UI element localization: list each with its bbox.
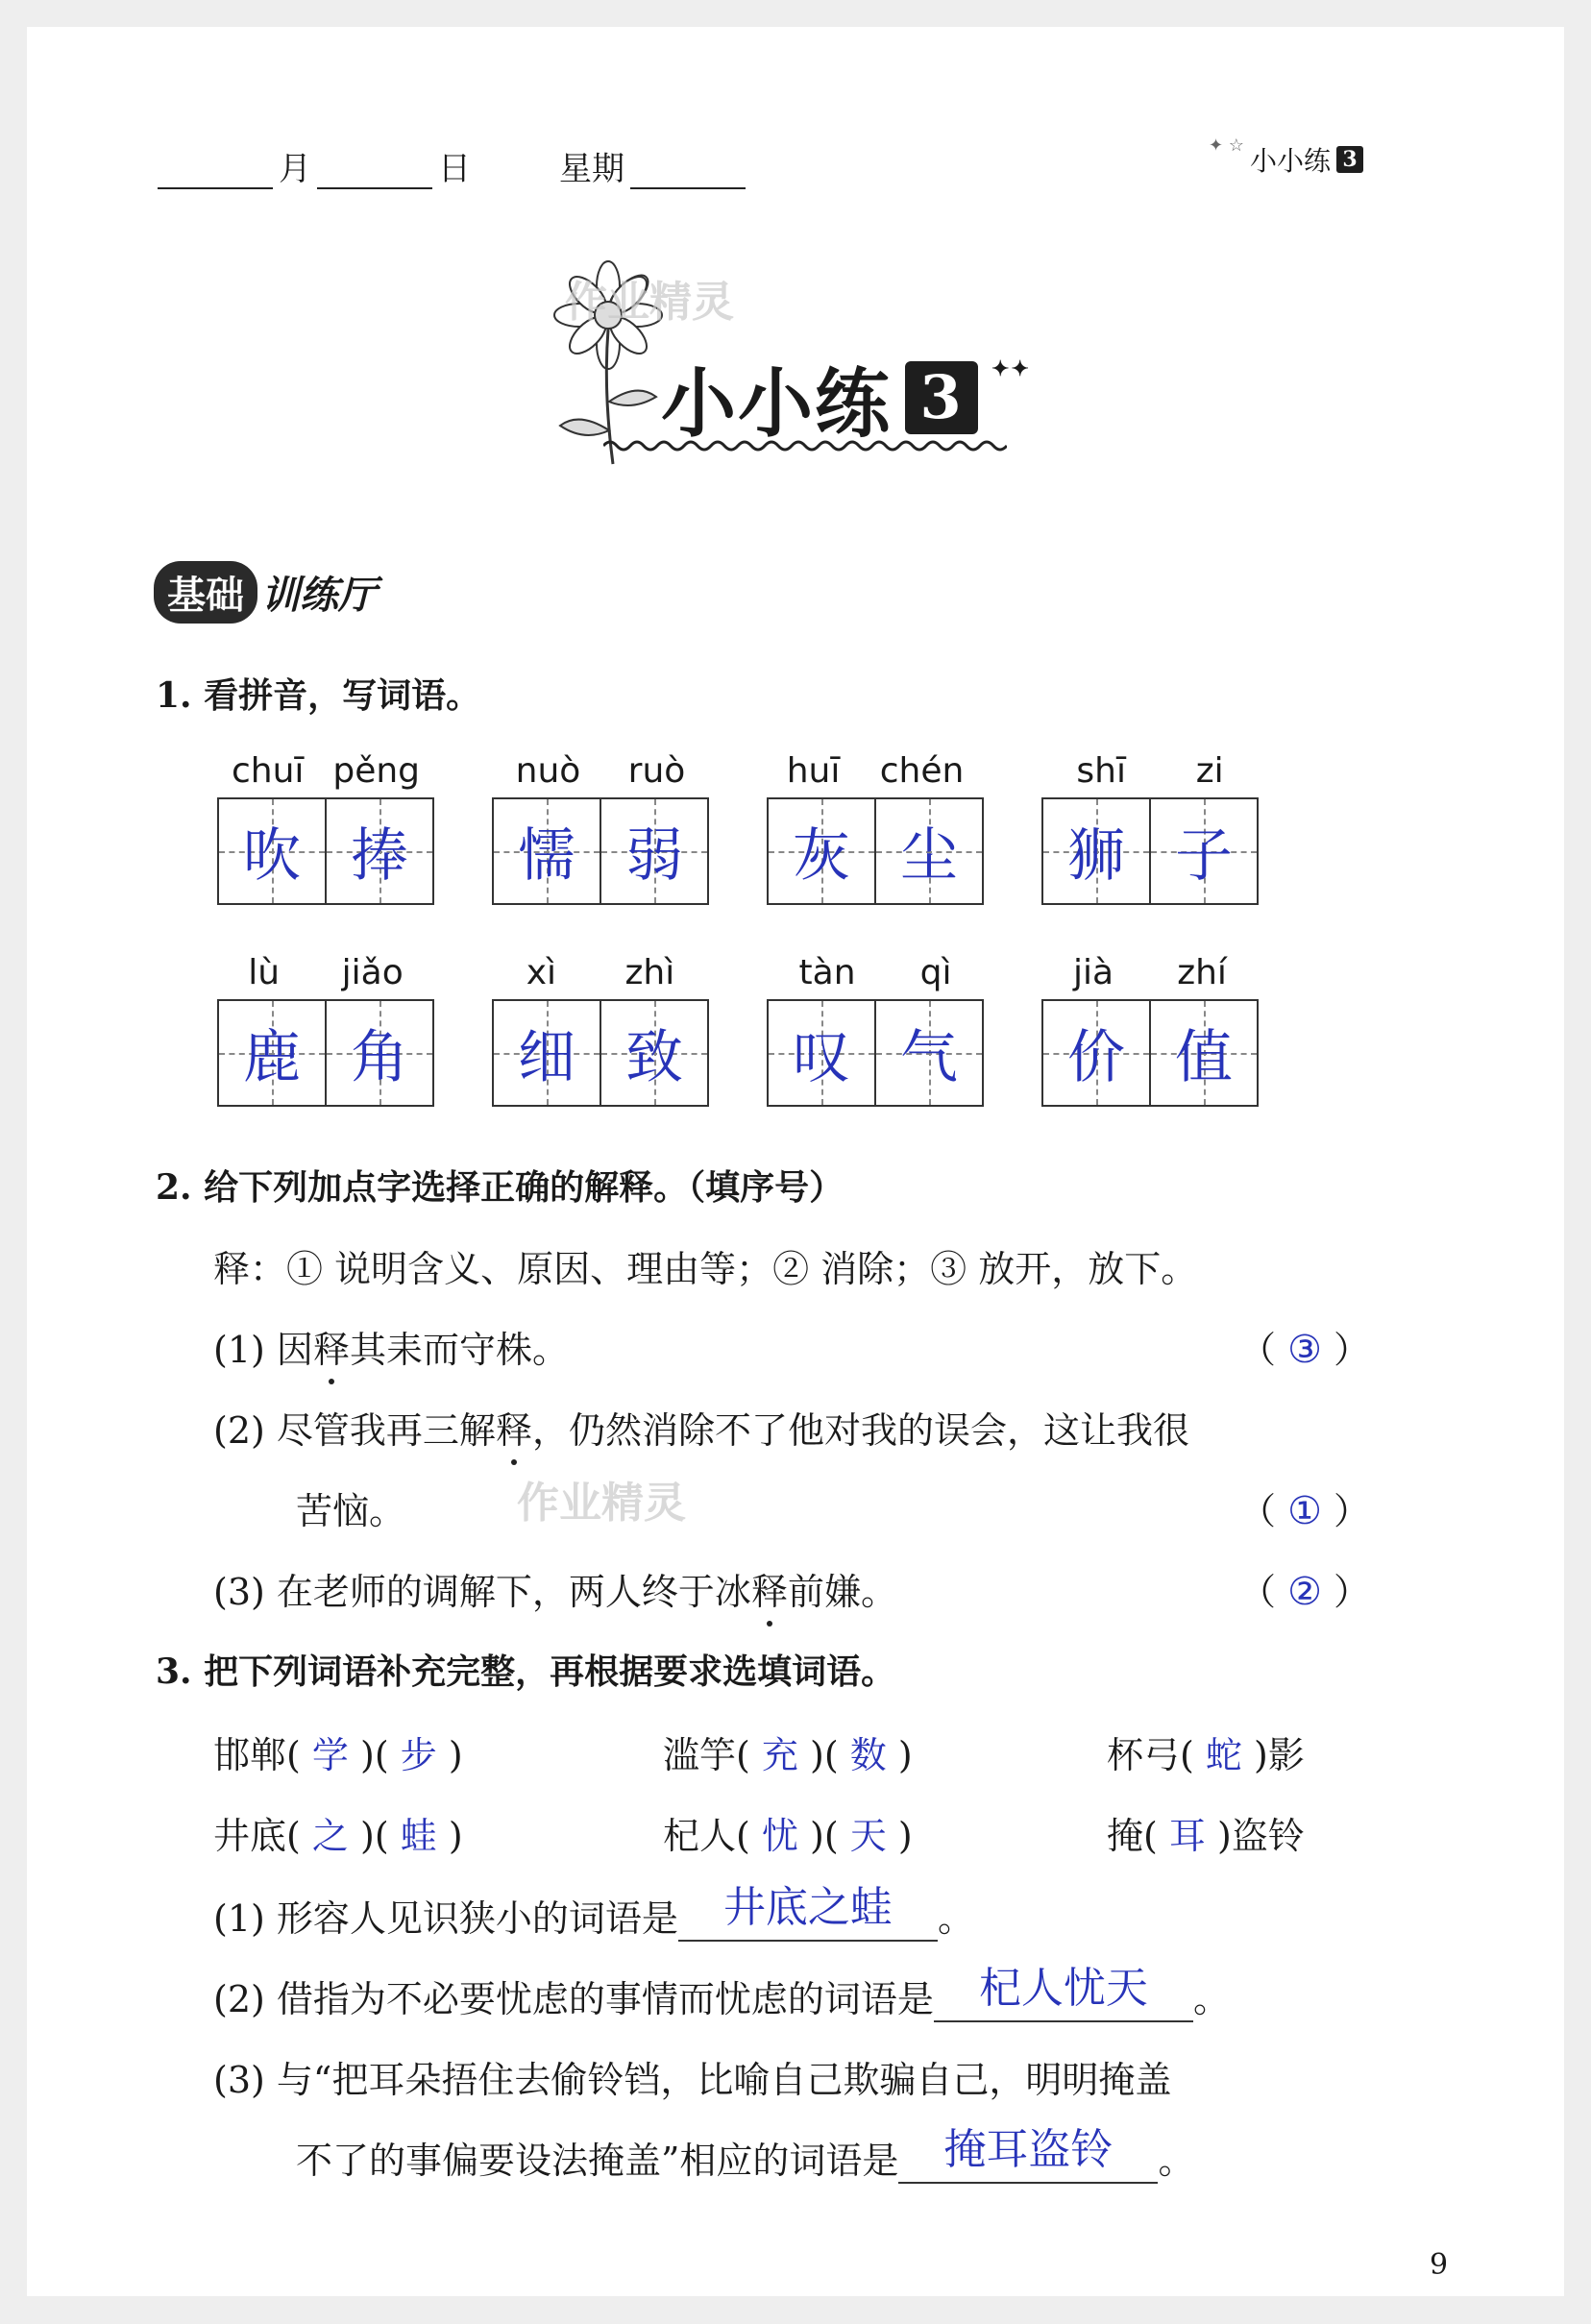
idiom-answer[interactable]: 忧 (761, 1815, 798, 1857)
pinyin-syllable: zi (1195, 751, 1224, 791)
section-label-a: 基础 (154, 561, 257, 624)
item-number: (1) (213, 1329, 265, 1371)
title-number: 3 (905, 361, 978, 434)
char-cell[interactable] (874, 1001, 982, 1105)
answer-char: 值 (1175, 1024, 1233, 1091)
char-cell[interactable] (494, 1001, 600, 1105)
sparkle-icon: ✦✦ (991, 356, 1031, 381)
answer: 井底之蛙 (722, 1883, 893, 1932)
idiom-answer[interactable]: 数 (849, 1734, 887, 1776)
answer: 掩耳盗铃 (943, 2125, 1114, 2174)
item-number: (2) (213, 1978, 265, 2020)
char-cell[interactable] (1149, 799, 1257, 903)
title-text: 小小练 (661, 360, 893, 448)
answer-char: 细 (518, 1024, 575, 1091)
pinyin-row (492, 751, 709, 797)
char-cell[interactable] (219, 799, 325, 903)
item-text: 因 (276, 1329, 313, 1371)
pinyin-syllable: lù (248, 953, 281, 992)
answer-char: 尘 (900, 822, 958, 890)
answer-char: 弱 (625, 822, 683, 890)
pinyin-syllable: nuò (515, 751, 581, 791)
answer: 杞人忧天 (978, 1964, 1148, 2013)
char-cell[interactable] (325, 799, 432, 903)
corner-text: 小小练 (1249, 145, 1331, 177)
tianzi-box (767, 797, 984, 905)
idiom-answer[interactable]: 蛇 (1205, 1734, 1242, 1776)
answer-char: 致 (625, 1024, 683, 1091)
pinyin-row (217, 751, 434, 797)
answer-char: 子 (1175, 822, 1233, 890)
idiom-text: 邯郸 (213, 1734, 287, 1776)
char-cell[interactable] (1043, 1001, 1149, 1105)
q2-item-1 (213, 1320, 569, 1373)
idiom-answer[interactable]: 蛙 (400, 1815, 437, 1857)
idiom-answer[interactable]: 步 (400, 1734, 437, 1776)
pinyin-row (1041, 751, 1259, 797)
answer-blank[interactable] (678, 1883, 938, 1942)
pinyin-syllable: ruò (627, 751, 686, 791)
idiom-answer[interactable]: 学 (311, 1734, 349, 1776)
idiom-handan: 邯郸( 学 )( 步 ) (213, 1734, 463, 1776)
idiom-beigong: 杯弓( 蛇 )影 (1107, 1734, 1305, 1776)
idiom-answer[interactable]: 天 (849, 1815, 887, 1857)
answer-char: 鹿 (243, 1024, 301, 1091)
pinyin-word (767, 953, 984, 1107)
item-text: 其耒而守株。 (349, 1329, 569, 1371)
pinyin-word (1041, 751, 1259, 905)
section-label-b: 训练厅 (261, 573, 377, 618)
char-cell[interactable] (325, 1001, 432, 1105)
dotted-char: 释 (313, 1320, 350, 1373)
pinyin-syllable: jià (1073, 953, 1114, 992)
idiom-answer[interactable]: 耳 (1168, 1815, 1206, 1857)
watermark: 作业精灵 (565, 278, 734, 327)
q3-sub-3 (213, 2050, 1171, 2103)
char-cell[interactable] (600, 1001, 707, 1105)
pinyin-row (767, 751, 984, 797)
tianzi-box (492, 797, 709, 905)
day-blank[interactable] (317, 153, 432, 189)
weekday-blank[interactable] (630, 153, 746, 189)
answer: ③ (1287, 1328, 1322, 1372)
q1-heading: 1. 看拼音，写词语。 (156, 675, 481, 716)
idiom-jingdi: 井底( 之 )( 蛙 ) (213, 1815, 463, 1857)
pinyin-word (217, 953, 434, 1107)
worksheet-page (27, 27, 1564, 2296)
item-text: 在老师的调解下，两人终于冰 (276, 1571, 751, 1613)
idiom-text: 杞人 (663, 1815, 737, 1857)
tianzi-box (217, 999, 434, 1107)
answer: ① (1287, 1489, 1322, 1533)
item-text: 尽管我再三解 (276, 1409, 496, 1452)
pinyin-syllable: tàn (798, 953, 856, 992)
pinyin-word (492, 751, 709, 905)
q2-definition: 释：① 说明含义、原因、理由等；② 消除；③ 放开，放下。 (213, 1248, 1198, 1290)
item-number: (3) (213, 2059, 265, 2101)
q2-answer-3[interactable]: （ ② ） (1239, 1570, 1371, 1614)
pinyin-row (767, 953, 984, 999)
corner-tag (1209, 135, 1363, 179)
item-text: ，仍然消除不了他对我的误会，这让我很 (531, 1409, 1189, 1452)
month-label: 月 (279, 150, 311, 188)
pinyin-syllable: zhí (1177, 953, 1227, 992)
pinyin-syllable: xì (526, 953, 557, 992)
q3-sub-1 (213, 1883, 974, 1942)
answer-char: 狮 (1067, 822, 1125, 890)
item-number: (2) (213, 1409, 265, 1452)
idiom-qiren: 杞人( 忧 )( 天 ) (663, 1815, 913, 1857)
answer: ② (1287, 1570, 1322, 1614)
idiom-text: 井底 (213, 1815, 287, 1857)
answer-char: 灰 (793, 822, 850, 890)
char-cell[interactable] (494, 799, 600, 903)
pinyin-word (217, 751, 434, 905)
item-number: (3) (213, 1571, 265, 1613)
answer-char: 气 (900, 1024, 958, 1091)
tianzi-box (492, 999, 709, 1107)
q2-answer-1[interactable]: （ ③ ） (1239, 1328, 1371, 1372)
pinyin-row (217, 953, 434, 999)
char-cell[interactable] (219, 1001, 325, 1105)
section-label (154, 561, 377, 624)
idiom-yaner: 掩( 耳 )盗铃 (1107, 1815, 1305, 1857)
item-text: 不了的事偏要设法掩盖”相应的词语是 (296, 2140, 899, 2182)
month-blank[interactable] (158, 153, 273, 189)
pinyin-row (492, 953, 709, 999)
item-text: 前嫌。 (787, 1571, 897, 1613)
idiom-text: 影 (1267, 1734, 1305, 1776)
pinyin-syllable: jiǎo (341, 953, 404, 992)
pinyin-word (767, 751, 984, 905)
idiom-text: 滥竽 (663, 1734, 737, 1776)
q2-heading: 2. 给下列加点字选择正确的解释。（填序号） (156, 1167, 844, 1208)
char-cell[interactable] (874, 799, 982, 903)
q3-heading: 3. 把下列词语补充完整，再根据要求选填词语。 (156, 1651, 896, 1692)
dotted-char: 释 (751, 1562, 788, 1615)
q2-item-2-cont: 苦恼。 (296, 1490, 406, 1532)
wavy-underline (603, 436, 1007, 459)
idiom-lanyu: 滥竽( 充 )( 数 ) (663, 1734, 913, 1776)
answer-char: 懦 (518, 822, 575, 890)
answer-char: 捧 (351, 822, 408, 890)
day-label: 日 (438, 150, 471, 188)
answer-char: 吹 (243, 822, 301, 890)
item-end: 。 (1158, 2140, 1195, 2182)
tianzi-box (217, 797, 434, 905)
tianzi-box (1041, 999, 1259, 1107)
char-cell[interactable] (1149, 1001, 1257, 1105)
star-icon: ✦ ☆ (1209, 135, 1244, 156)
pinyin-syllable: qì (919, 953, 952, 992)
item-end: 。 (1192, 1978, 1230, 2020)
pinyin-row (1041, 953, 1259, 999)
q2-item-2 (213, 1401, 1189, 1454)
item-text: 与“把耳朵捂住去偷铃铛，比喻自己欺骗自己，明明掩盖 (276, 2059, 1172, 2101)
pinyin-syllable: shī (1076, 751, 1126, 791)
corner-number: 3 (1336, 146, 1363, 173)
pinyin-syllable: zhì (624, 953, 675, 992)
pinyin-syllable: chuī (231, 751, 305, 791)
tianzi-box (1041, 797, 1259, 905)
q3-sub-2 (213, 1964, 1230, 2022)
idiom-text: 杯弓 (1107, 1734, 1181, 1776)
page-number: 9 (1430, 2248, 1449, 2282)
idiom-answer[interactable]: 充 (761, 1734, 798, 1776)
pinyin-syllable: huī (786, 751, 841, 791)
dotted-char: 释 (496, 1401, 532, 1454)
q2-item-3 (213, 1562, 897, 1615)
item-text: 借指为不必要忧虑的事情而忧虑的词语是 (276, 1978, 934, 2020)
watermark: 作业精灵 (517, 1479, 686, 1528)
char-cell[interactable] (600, 799, 707, 903)
answer-blank[interactable] (934, 1964, 1193, 2022)
weekday-label: 星期 (559, 150, 624, 188)
item-number: (1) (213, 1897, 265, 1940)
answer-char: 价 (1067, 1024, 1125, 1091)
item-text: 形容人见识狭小的词语是 (276, 1897, 678, 1940)
q3-sub-3-cont (296, 2125, 1195, 2184)
pinyin-word (1041, 953, 1259, 1107)
pinyin-syllable: chén (879, 751, 965, 791)
answer-blank[interactable] (898, 2125, 1158, 2184)
q2-answer-2[interactable]: （ ① ） (1239, 1489, 1371, 1533)
char-cell[interactable] (1043, 799, 1149, 903)
char-cell[interactable] (769, 1001, 874, 1105)
pinyin-syllable: pěng (332, 751, 421, 791)
idiom-text: 掩 (1107, 1815, 1144, 1857)
pinyin-word (492, 953, 709, 1107)
answer-char: 角 (351, 1024, 408, 1091)
answer-char: 叹 (793, 1024, 850, 1091)
idiom-answer[interactable]: 之 (311, 1815, 349, 1857)
tianzi-box (767, 999, 984, 1107)
item-end: 。 (937, 1897, 974, 1940)
char-cell[interactable] (769, 799, 874, 903)
idiom-text: 盗铃 (1231, 1815, 1305, 1857)
date-line (158, 142, 746, 189)
